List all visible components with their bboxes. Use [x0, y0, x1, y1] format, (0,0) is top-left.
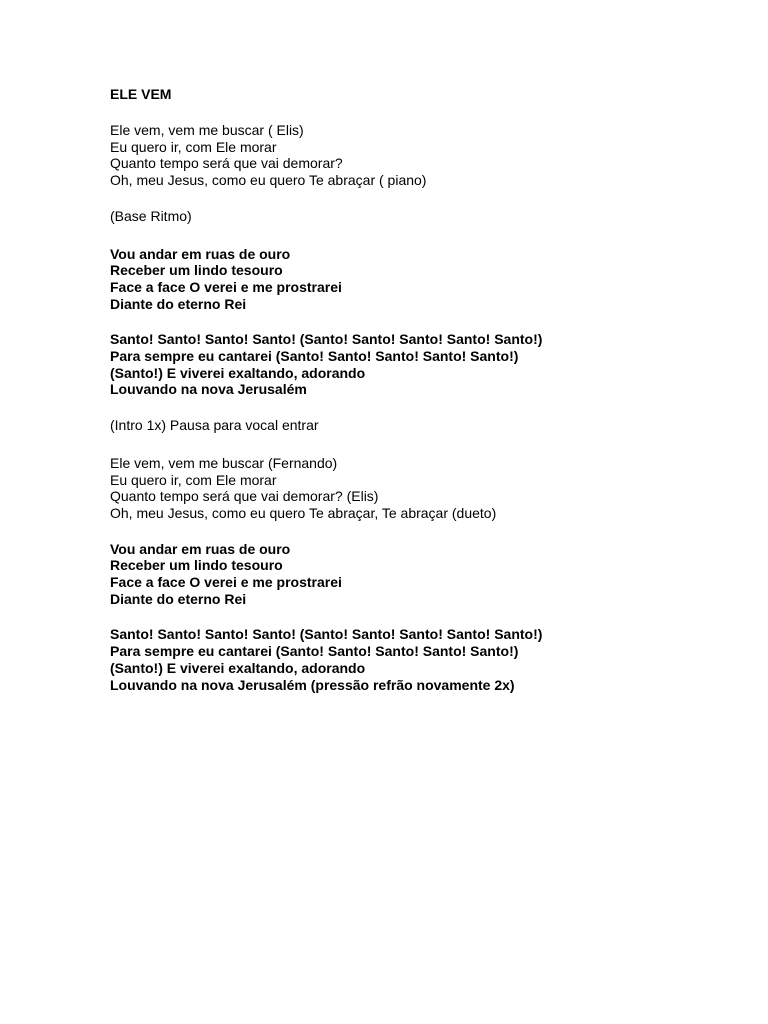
lyric-line: Oh, meu Jesus, como eu quero Te abraçar, Te abraçar (dueto): [110, 504, 497, 521]
lyric-line: Para sempre eu cantarei (Santo! Santo! Santo! Santo! Santo!): [110, 348, 519, 365]
lyric-line: (Santo!) E viverei exaltando, adorando: [110, 659, 366, 676]
stanza: [110, 122, 730, 189]
stanza: [110, 455, 730, 522]
lyric-line: Receber um lindo tesouro: [110, 262, 283, 279]
lyric-line: Face a face O verei e me prostrarei: [110, 574, 342, 591]
lyric-line: (Base Ritmo): [110, 207, 192, 224]
lyric-line: Oh, meu Jesus, como eu quero Te abraçar ( piano): [110, 172, 427, 189]
lyric-line: Receber um lindo tesouro: [110, 557, 283, 574]
stanza: [110, 331, 730, 398]
lyric-line: Vou andar em ruas de ouro: [110, 245, 291, 262]
lyric-line: Louvando na nova Jerusalém: [110, 381, 307, 398]
lyric-line: Para sempre eu cantarei (Santo! Santo! Santo! Santo! Santo!): [110, 643, 519, 660]
lyric-line: Diante do eterno Rei: [110, 590, 247, 607]
lyric-line: Santo! Santo! Santo! Santo! (Santo! Santo! Santo! Santo! Santo!): [110, 626, 543, 643]
stanza: [110, 208, 730, 225]
song-title: ELE VEM: [110, 86, 172, 102]
lyric-line: Diante do eterno Rei: [110, 295, 247, 312]
lyric-line: Ele vem, vem me buscar (Fernando): [110, 454, 338, 471]
lyric-line: Face a face O verei e me prostrarei: [110, 278, 342, 295]
lyric-line: Louvando na nova Jerusalém (pressão refrão novamente 2x): [110, 676, 515, 693]
stanza: [110, 541, 730, 608]
lyric-line: Ele vem, vem me buscar ( Elis): [110, 122, 304, 138]
lyric-line: Quanto tempo será que vai demorar?: [110, 155, 343, 172]
lyric-line: (Santo!) E viverei exaltando, adorando: [110, 364, 366, 381]
lyric-line: Vou andar em ruas de ouro: [110, 540, 291, 557]
lyric-line: Santo! Santo! Santo! Santo! (Santo! Santo! Santo! Santo! Santo!): [110, 331, 543, 348]
stanza: [110, 626, 730, 693]
stanza-list: [110, 122, 730, 693]
lyric-line: Eu quero ir, com Ele morar: [110, 138, 277, 155]
lyric-line: Eu quero ir, com Ele morar: [110, 471, 277, 488]
lyrics-page: [110, 86, 730, 712]
lyric-line: (Intro 1x) Pausa para vocal entrar: [110, 417, 319, 434]
lyric-line: Quanto tempo será que vai demorar? (Elis): [110, 488, 379, 505]
stanza: [110, 246, 730, 313]
stanza: [110, 417, 730, 434]
